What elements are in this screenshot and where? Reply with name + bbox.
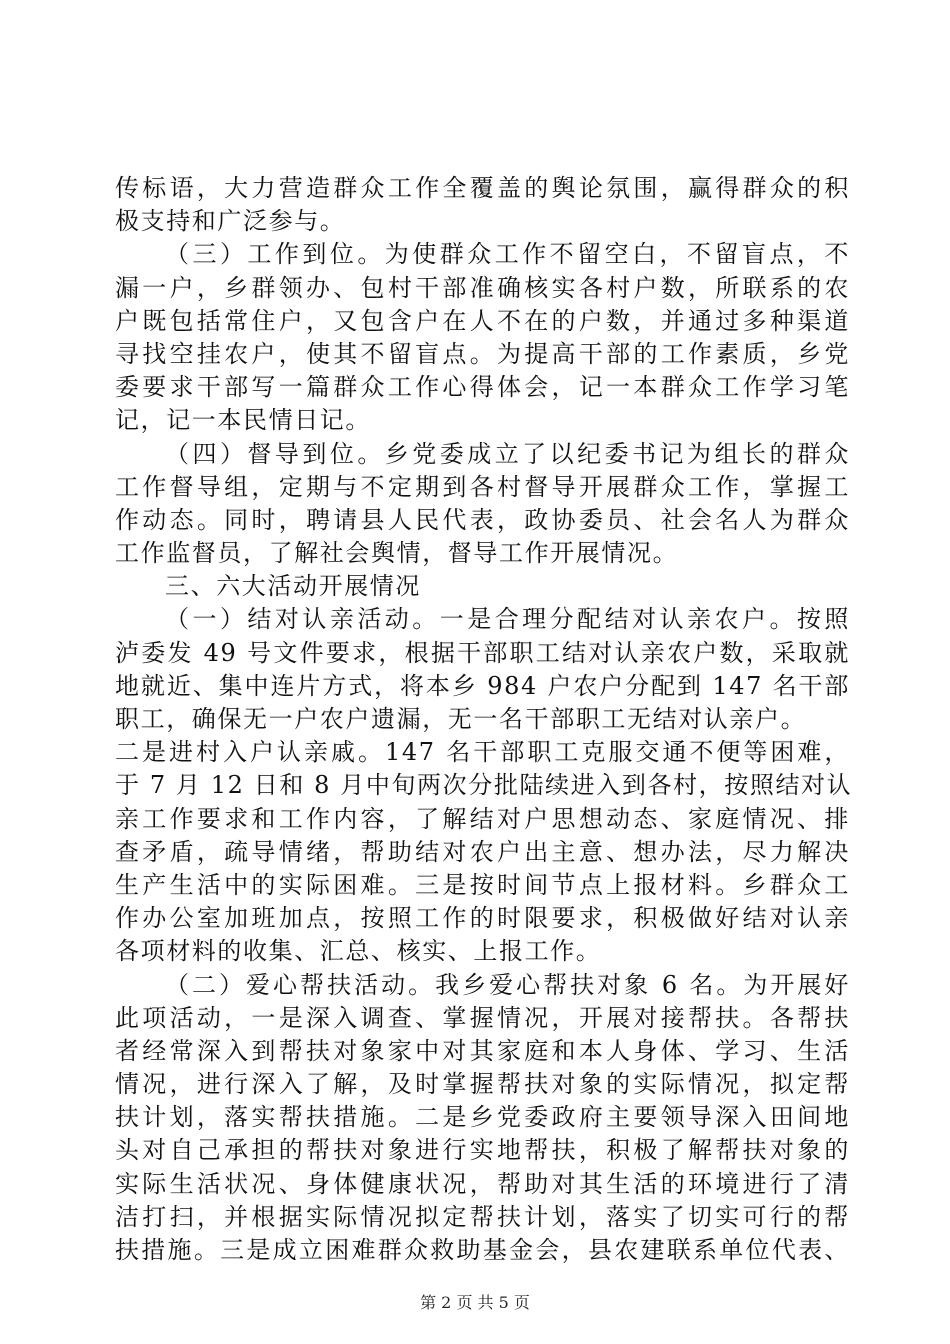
text-line: 寻找空挂农户，使其不留盲点。为提高干部的工作素质，乡党 xyxy=(115,339,850,368)
text-line: 查矛盾，疏导情绪，帮助结对农户出主意、想办法，尽力解决 xyxy=(115,837,850,866)
text-line: 此项活动，一是深入调查、掌握情况，开展对接帮扶。各帮扶 xyxy=(115,1003,850,1032)
text-line: 实际生活状况、身体健康状况，帮助对其生活的环境进行了清 xyxy=(115,1169,850,1198)
text-line: 地就近、集中连片方式，将本乡 984 户农户分配到 147 名干部 xyxy=(115,671,850,700)
text-line: 委要求干部写一篇群众工作心得体会，记一本群众工作学习笔 xyxy=(115,373,850,402)
text-line: 者经常深入到帮扶对象家中对其家庭和本人身体、学习、生活 xyxy=(115,1036,850,1065)
text-line: 洁打扫，并根据实际情况拟定帮扶计划，落实了切实可行的帮 xyxy=(115,1202,850,1231)
text-line: 职工，确保无一户农户遗漏，无一名干部职工无结对认亲户。 xyxy=(115,705,807,733)
text-line: 工作督导组，定期与不定期到各村督导开展群众工作，掌握工 xyxy=(115,472,850,501)
paragraph-heading-line: （一）结对认亲活动。一是合理分配结对认亲农户。按照 xyxy=(165,605,850,634)
text-line: 记，记一本民情日记。 xyxy=(115,406,371,435)
paragraph-heading-line: （三）工作到位。为使群众工作不留空白，不留盲点，不 xyxy=(165,240,850,269)
text-line: 作办公室加班加点，按照工作的时限要求，积极做好结对认亲 xyxy=(115,904,850,933)
body-text xyxy=(115,172,853,1267)
page-footer: 第 2 页 共 5 页 xyxy=(420,1293,530,1312)
text-line: 作动态。同时，聘请县人民代表，政协委员、社会名人为群众 xyxy=(115,505,850,534)
text-line: 于 7 月 12 日和 8 月中旬两次分批陆续进入到各村，按照结对认 xyxy=(115,771,853,800)
text-line: 头对自己承担的帮扶对象进行实地帮扶，积极了解帮扶对象的 xyxy=(115,1136,850,1165)
text-line: 扶措施。三是成立困难群众救助基金会，县农建联系单位代表、 xyxy=(115,1236,850,1264)
text-line: 情况，进行深入了解，及时掌握帮扶对象的实际情况，拟定帮 xyxy=(115,1070,850,1099)
text-line: 传标语，大力营造群众工作全覆盖的舆论氛围，赢得群众的积 xyxy=(115,174,850,202)
text-line: 工作监督员，了解社会舆情，督导工作开展情况。 xyxy=(115,539,679,568)
text-line: 极支持和广泛参与。 xyxy=(115,207,346,236)
paragraph-heading-line: （二）爱心帮扶活动。我乡爱心帮扶对象 6 名。为开展好 xyxy=(165,970,850,999)
text-line: 泸委发 49 号文件要求，根据干部职工结对认亲农户数，采取就 xyxy=(115,638,850,667)
paragraph-heading-line: （四）督导到位。乡党委成立了以纪委书记为组长的群众 xyxy=(165,439,850,468)
text-line: 户既包括常住户，又包含户在人不在的户数，并通过多种渠道 xyxy=(115,306,850,335)
text-line: 各项材料的收集、汇总、核实、上报工作。 xyxy=(115,937,602,966)
text-line: 扶计划，落实帮扶措施。二是乡党委政府主要领导深入田间地 xyxy=(115,1103,850,1132)
text-line: 亲工作要求和工作内容，了解结对户思想动态、家庭情况、排 xyxy=(115,804,850,833)
text-line: 二是进村入户认亲戚。147 名干部职工克服交通不便等困难， xyxy=(115,738,850,767)
section-heading: 三、六大活动开展情况 xyxy=(165,572,421,601)
text-line: 生产生活中的实际困难。三是按时间节点上报材料。乡群众工 xyxy=(115,870,850,899)
text-line: 漏一户，乡群领办、包村干部准确核实各村户数，所联系的农 xyxy=(115,273,850,302)
